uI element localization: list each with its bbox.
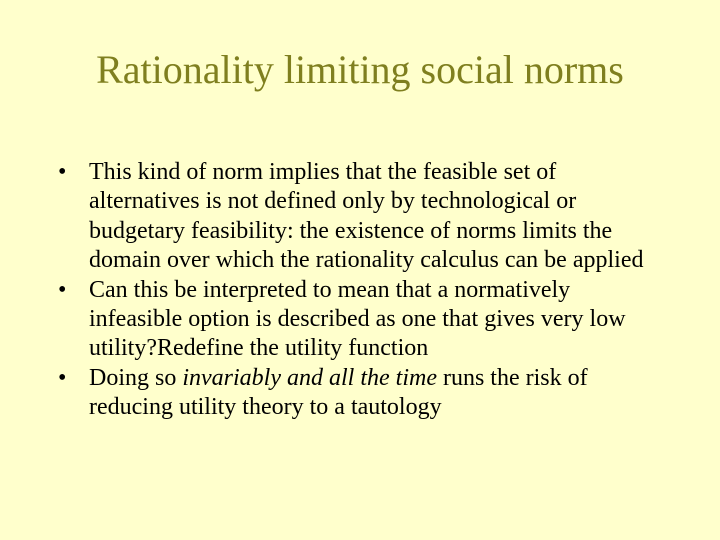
bullet-text-after: runs the risk of reducing utility theory to a tautology	[89, 364, 588, 421]
bullet-item-2	[58, 276, 668, 364]
bullet-text: This kind of norm implies that the feasible set of alternatives is not defined only by technological or budgetary feasibility: the existence of norms limits the domain over which the rationality calculus can be applied	[89, 159, 644, 274]
bullet-text-before: Doing so	[89, 364, 183, 391]
bullet-text-italic: invariably and all the time	[182, 364, 437, 391]
bullet-item-1	[58, 158, 668, 276]
bullet-list	[58, 158, 668, 423]
slide-title: Rationality limiting social norms	[96, 47, 624, 92]
bullet-text: Can this be interpreted to mean that a normatively infeasible option is described as one that gives very low utility?Redefine the utility function	[89, 276, 626, 362]
bullet-dot-icon: •	[58, 364, 67, 391]
bullet-dot-icon: •	[58, 159, 67, 185]
bullet-item-3	[58, 364, 668, 423]
bullet-dot-icon: •	[58, 276, 67, 303]
